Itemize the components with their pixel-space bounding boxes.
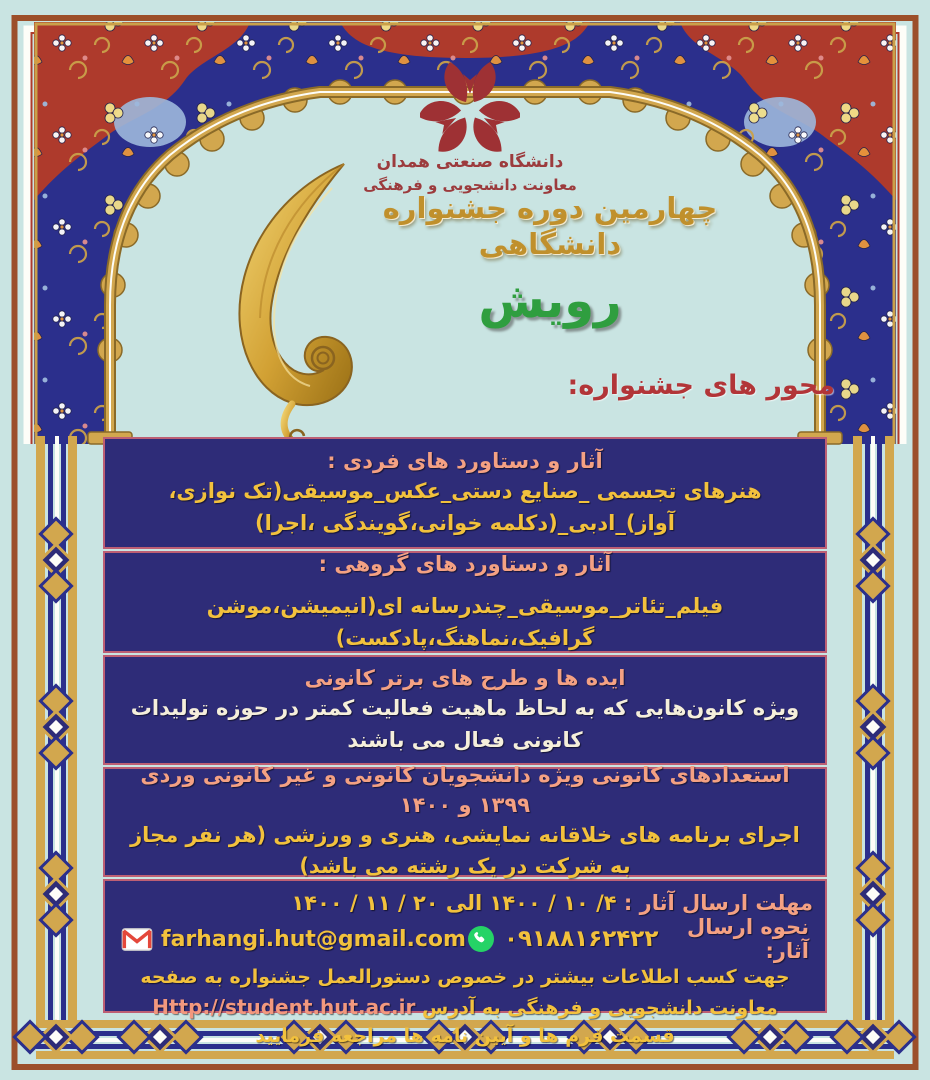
contact-box — [103, 879, 827, 1047]
section-heading: آثار و دستاورد های فردی : — [327, 448, 603, 473]
section-body: فیلم_تئاتر_موسیقی_چندرسانه ای(انیمیشن،موشن گرافیک،نماهنگ،پادکست) — [206, 594, 724, 650]
info-text — [117, 963, 813, 1051]
gmail-icon[interactable] — [121, 927, 153, 952]
section-heading: ایده ها و طرح های برتر کانونی — [304, 665, 626, 690]
deadline-label: مهلت ارسال آثار : — [623, 891, 813, 915]
department-name: معاونت دانشجویی و فرهنگی — [363, 176, 577, 194]
phone-group — [466, 924, 658, 954]
section-body: اجرای برنامه های خلاقانه نمایشی، هنری و ورزشی (هر نفر مجاز به شرکت در یک رشته می باشد) — [130, 822, 800, 879]
festival-name: رویش — [478, 272, 622, 329]
deadline-row — [117, 891, 813, 915]
email-group — [121, 927, 466, 952]
whatsapp-icon[interactable] — [466, 924, 496, 954]
section-box-individual — [103, 437, 827, 549]
axes-heading: محور های جشنواره: — [567, 370, 835, 401]
festival-title-line1: چهارمین دوره جشنواره — [382, 191, 718, 225]
phone-number[interactable]: ۰۹۱۸۸۱۶۲۴۲۲ — [503, 926, 659, 952]
email-address[interactable]: farhangi.hut@gmail.com — [161, 926, 466, 952]
section-heading: استعدادهای کانونی ویژه دانشجویان کانونی و غیر کانونی وردی ۱۳۹۹ و ۱۴۰۰ — [140, 763, 790, 817]
deadline-value: ۴/ ۱۰ / ۱۴۰۰ الی ۲۰ / ۱۱ / ۱۴۰۰ — [291, 891, 617, 915]
university-logo — [420, 56, 520, 156]
sections-list — [103, 437, 827, 1047]
submission-method-label: نحوه ارسال آثار: — [687, 915, 809, 963]
university-name: دانشگاه صنعتی همدان — [376, 152, 564, 172]
website-url[interactable]: Http://student.hut.ac.ir — [152, 994, 416, 1019]
section-body: هنرهای تجسمی _صنایع دستی_عکس_موسیقی(تک نوازی، آواز)_ادبی_(دکلمه خوانی،گویندگی ،اجرا) — [168, 479, 762, 535]
section-body: ویژه کانون‌هایی که به لحاظ ماهیت فعالیت کمتر در حوزه تولیدات کانونی فعال می باشند — [130, 696, 800, 752]
info-text-after: قسمت فرم ها و آیین نامه ها مراجعه فرمایید — [255, 1025, 675, 1047]
contact-row — [117, 915, 813, 963]
section-box-group — [103, 551, 827, 653]
section-heading: آثار و دستاورد های گروهی : — [318, 551, 612, 576]
info-text-before: جهت کسب اطلاعات بیشتر در خصوص دستورالعمل جشنواره به صفحه معاونت دانشجویی و فرهنگی به آدرس — [140, 966, 790, 1019]
festival-title-line2: دانشگاهی — [478, 227, 622, 262]
section-box-talents — [103, 763, 827, 879]
section-box-ideas — [103, 655, 827, 765]
